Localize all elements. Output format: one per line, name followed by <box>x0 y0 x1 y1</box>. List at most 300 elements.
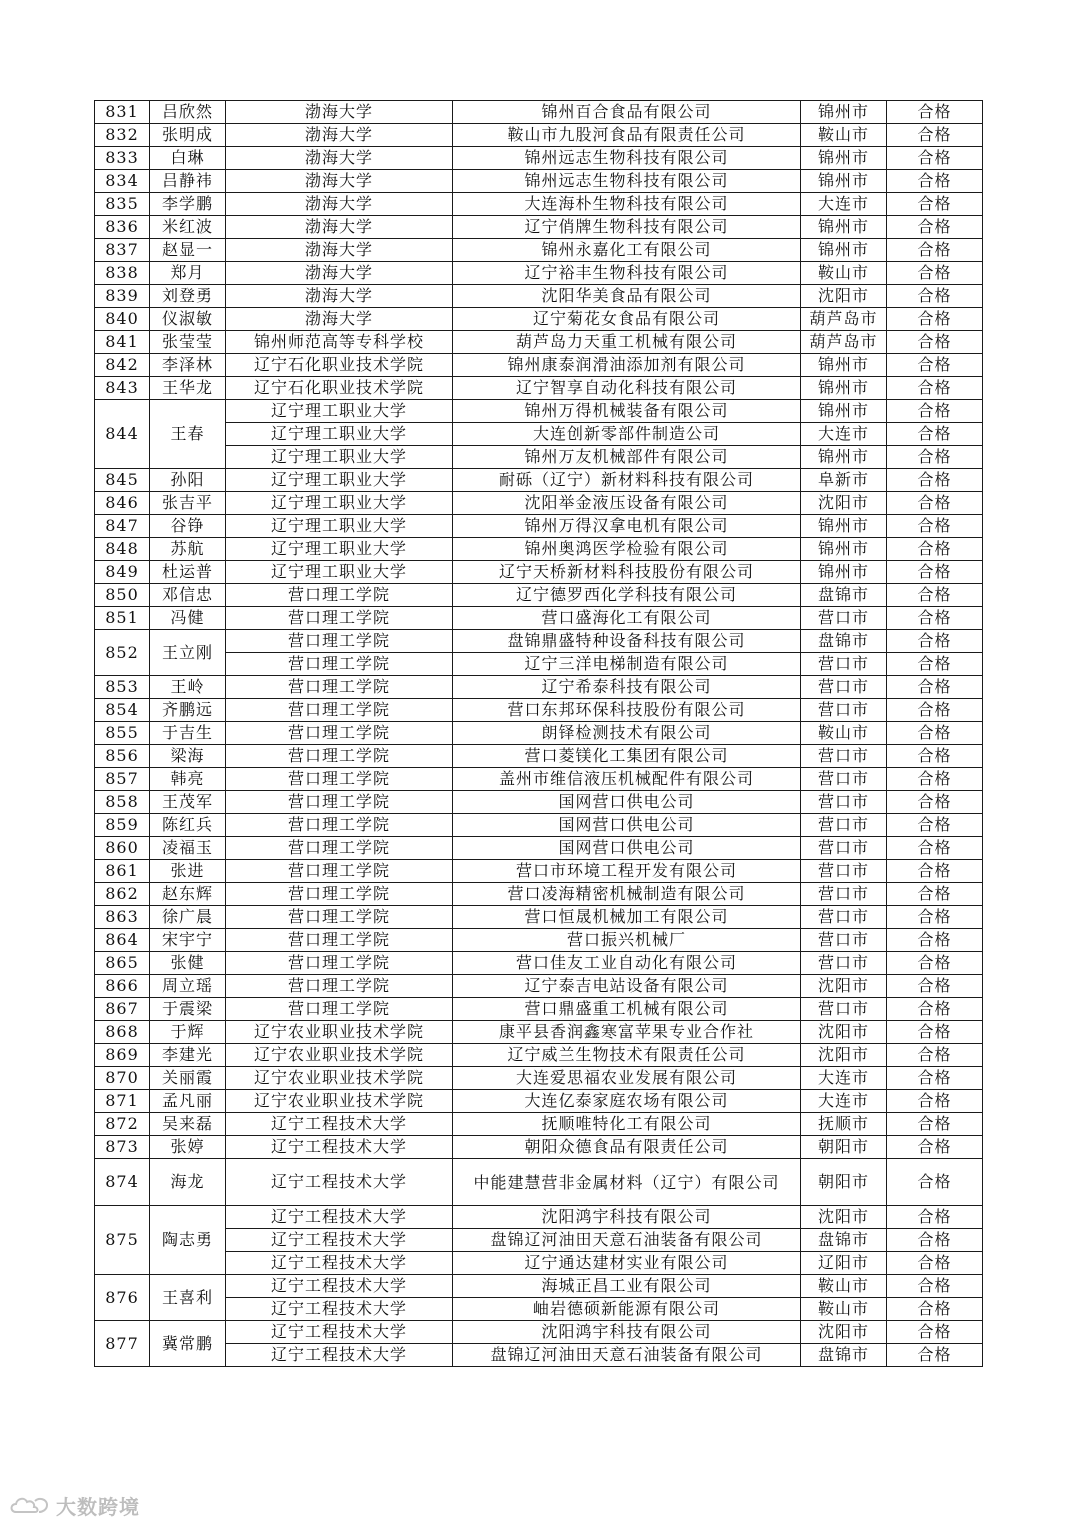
cell-number: 853 <box>95 676 150 699</box>
watermark-text: 大数跨境 <box>56 1494 140 1519</box>
table-row <box>95 837 983 860</box>
cell-number: 863 <box>95 906 150 929</box>
cell-company: 大连亿泰家庭农场有限公司 <box>453 1090 801 1113</box>
cell-school: 营口理工学院 <box>226 584 453 607</box>
cell-number: 848 <box>95 538 150 561</box>
cell-name: 米红波 <box>150 216 226 239</box>
cell-name: 齐鹏远 <box>150 699 226 722</box>
cell-name: 刘登勇 <box>150 285 226 308</box>
cell-company: 沈阳鸿宇科技有限公司 <box>453 1206 801 1229</box>
cell-school: 营口理工学院 <box>226 860 453 883</box>
cell-city: 大连市 <box>801 423 887 446</box>
cell-number: 843 <box>95 377 150 400</box>
cell-city: 朝阳市 <box>801 1136 887 1159</box>
cell-result: 合格 <box>887 170 983 193</box>
cell-school: 辽宁工程技术大学 <box>226 1206 453 1229</box>
cell-city: 鞍山市 <box>801 124 887 147</box>
cell-company: 辽宁菊花女食品有限公司 <box>453 308 801 331</box>
cell-city: 营口市 <box>801 768 887 791</box>
table-row <box>95 423 983 446</box>
cell-company: 沈阳华美食品有限公司 <box>453 285 801 308</box>
cell-company: 大连创新零部件制造公司 <box>453 423 801 446</box>
cell-company: 盘锦鼎盛特种设备科技有限公司 <box>453 630 801 653</box>
cell-result: 合格 <box>887 1021 983 1044</box>
table-row <box>95 1275 983 1298</box>
table-row <box>95 929 983 952</box>
cell-number: 832 <box>95 124 150 147</box>
table-row <box>95 768 983 791</box>
cell-number: 840 <box>95 308 150 331</box>
cell-number: 851 <box>95 607 150 630</box>
cell-city: 锦州市 <box>801 446 887 469</box>
cell-name: 梁海 <box>150 745 226 768</box>
cell-city: 阜新市 <box>801 469 887 492</box>
cell-company: 大连海朴生物科技有限公司 <box>453 193 801 216</box>
cell-result: 合格 <box>887 1252 983 1275</box>
cell-number: 858 <box>95 791 150 814</box>
cell-school: 营口理工学院 <box>226 607 453 630</box>
cell-number: 850 <box>95 584 150 607</box>
cell-result: 合格 <box>887 492 983 515</box>
cell-company: 国网营口供电公司 <box>453 814 801 837</box>
cell-number: 842 <box>95 354 150 377</box>
cell-company: 营口凌海精密机械制造有限公司 <box>453 883 801 906</box>
cell-city: 锦州市 <box>801 377 887 400</box>
cell-company: 辽宁德罗西化学科技有限公司 <box>453 584 801 607</box>
cell-company: 锦州万友机械部件有限公司 <box>453 446 801 469</box>
cell-number: 869 <box>95 1044 150 1067</box>
cell-city: 葫芦岛市 <box>801 308 887 331</box>
cell-number: 834 <box>95 170 150 193</box>
cell-name: 于吉生 <box>150 722 226 745</box>
table-row <box>95 814 983 837</box>
cell-number: 876 <box>95 1275 150 1321</box>
cell-school: 营口理工学院 <box>226 814 453 837</box>
table-row <box>95 1252 983 1275</box>
cell-company: 锦州万得汉拿电机有限公司 <box>453 515 801 538</box>
cell-company: 康平县香润鑫寒富苹果专业合作社 <box>453 1021 801 1044</box>
cell-number: 857 <box>95 768 150 791</box>
cell-city: 锦州市 <box>801 239 887 262</box>
cell-school: 辽宁工程技术大学 <box>226 1298 453 1321</box>
cell-number: 855 <box>95 722 150 745</box>
cell-result: 合格 <box>887 331 983 354</box>
cloud-logo-icon <box>8 1493 50 1517</box>
cell-number: 871 <box>95 1090 150 1113</box>
cell-company: 国网营口供电公司 <box>453 791 801 814</box>
cell-school: 辽宁工程技术大学 <box>226 1344 453 1367</box>
cell-name: 赵显一 <box>150 239 226 262</box>
cell-result: 合格 <box>887 239 983 262</box>
table-row <box>95 331 983 354</box>
cell-result: 合格 <box>887 722 983 745</box>
cell-company: 海城正昌工业有限公司 <box>453 1275 801 1298</box>
cell-result: 合格 <box>887 193 983 216</box>
cell-company: 辽宁智享自动化科技有限公司 <box>453 377 801 400</box>
table-row <box>95 377 983 400</box>
table-row <box>95 147 983 170</box>
cell-number: 835 <box>95 193 150 216</box>
table-row <box>95 515 983 538</box>
cell-city: 鞍山市 <box>801 1275 887 1298</box>
cell-city: 营口市 <box>801 791 887 814</box>
cell-company: 盘锦辽河油田天意石油装备有限公司 <box>453 1229 801 1252</box>
cell-result: 合格 <box>887 860 983 883</box>
cell-company: 锦州百合食品有限公司 <box>453 101 801 124</box>
cell-city: 锦州市 <box>801 538 887 561</box>
table-row <box>95 1044 983 1067</box>
cell-company: 营口市环境工程开发有限公司 <box>453 860 801 883</box>
cell-school: 营口理工学院 <box>226 883 453 906</box>
cell-result: 合格 <box>887 538 983 561</box>
cell-company: 辽宁希泰科技有限公司 <box>453 676 801 699</box>
cell-company: 耐砾（辽宁）新材料科技有限公司 <box>453 469 801 492</box>
table-row <box>95 998 983 1021</box>
table-row <box>95 1090 983 1113</box>
cell-company: 辽宁通达建材实业有限公司 <box>453 1252 801 1275</box>
cell-number: 839 <box>95 285 150 308</box>
cell-number: 836 <box>95 216 150 239</box>
cell-city: 沈阳市 <box>801 1021 887 1044</box>
cell-number: 856 <box>95 745 150 768</box>
cell-result: 合格 <box>887 883 983 906</box>
cell-school: 营口理工学院 <box>226 676 453 699</box>
cell-number: 861 <box>95 860 150 883</box>
cell-school: 辽宁工程技术大学 <box>226 1229 453 1252</box>
cell-company: 营口振兴机械厂 <box>453 929 801 952</box>
cell-number: 849 <box>95 561 150 584</box>
cell-school: 辽宁工程技术大学 <box>226 1159 453 1206</box>
table-row <box>95 676 983 699</box>
cell-company: 葫芦岛力天重工机械有限公司 <box>453 331 801 354</box>
cell-result: 合格 <box>887 814 983 837</box>
cell-company: 辽宁威兰生物技术有限责任公司 <box>453 1044 801 1067</box>
cell-city: 营口市 <box>801 952 887 975</box>
table-row <box>95 883 983 906</box>
cell-company: 辽宁泰吉电站设备有限公司 <box>453 975 801 998</box>
table-row <box>95 469 983 492</box>
cell-result: 合格 <box>887 630 983 653</box>
table-row <box>95 124 983 147</box>
cell-number: 866 <box>95 975 150 998</box>
cell-school: 渤海大学 <box>226 308 453 331</box>
table-row <box>95 975 983 998</box>
cell-city: 锦州市 <box>801 101 887 124</box>
cell-result: 合格 <box>887 1136 983 1159</box>
cell-result: 合格 <box>887 952 983 975</box>
cell-company: 大连爱思福农业发展有限公司 <box>453 1067 801 1090</box>
cell-company: 辽宁三洋电梯制造有限公司 <box>453 653 801 676</box>
cell-company: 锦州远志生物科技有限公司 <box>453 147 801 170</box>
cell-name: 陈红兵 <box>150 814 226 837</box>
cell-company: 营口菱镁化工集团有限公司 <box>453 745 801 768</box>
cell-city: 盘锦市 <box>801 1344 887 1367</box>
cell-name: 张健 <box>150 952 226 975</box>
cell-name: 陶志勇 <box>150 1206 226 1275</box>
cell-school: 辽宁工程技术大学 <box>226 1113 453 1136</box>
table-row <box>95 1298 983 1321</box>
cell-result: 合格 <box>887 1298 983 1321</box>
cell-name: 张吉平 <box>150 492 226 515</box>
cell-company: 辽宁裕丰生物科技有限公司 <box>453 262 801 285</box>
cell-result: 合格 <box>887 837 983 860</box>
watermark <box>8 1492 140 1518</box>
cell-name: 张莹莹 <box>150 331 226 354</box>
cell-name: 杜运普 <box>150 561 226 584</box>
table-row <box>95 584 983 607</box>
cell-city: 盘锦市 <box>801 1229 887 1252</box>
cell-school: 营口理工学院 <box>226 929 453 952</box>
cell-city: 沈阳市 <box>801 285 887 308</box>
cell-result: 合格 <box>887 262 983 285</box>
cell-result: 合格 <box>887 1275 983 1298</box>
cell-company: 盖州市维信液压机械配件有限公司 <box>453 768 801 791</box>
cell-result: 合格 <box>887 998 983 1021</box>
table-row <box>95 101 983 124</box>
cell-school: 辽宁工程技术大学 <box>226 1275 453 1298</box>
cell-company: 锦州奥鸿医学检验有限公司 <box>453 538 801 561</box>
table-row <box>95 354 983 377</box>
cell-name: 冀常鹏 <box>150 1321 226 1367</box>
cell-result: 合格 <box>887 975 983 998</box>
cell-school: 营口理工学院 <box>226 952 453 975</box>
cell-result: 合格 <box>887 561 983 584</box>
cell-school: 辽宁石化职业技术学院 <box>226 377 453 400</box>
cell-result: 合格 <box>887 929 983 952</box>
table-body <box>95 101 983 1367</box>
cell-city: 营口市 <box>801 929 887 952</box>
cell-city: 盘锦市 <box>801 630 887 653</box>
cell-school: 辽宁工程技术大学 <box>226 1321 453 1344</box>
cell-number: 872 <box>95 1113 150 1136</box>
cell-name: 仪淑敏 <box>150 308 226 331</box>
table-row <box>95 607 983 630</box>
cell-school: 辽宁理工职业大学 <box>226 446 453 469</box>
table-row <box>95 561 983 584</box>
cell-name: 于震梁 <box>150 998 226 1021</box>
cell-result: 合格 <box>887 745 983 768</box>
cell-result: 合格 <box>887 676 983 699</box>
table-row <box>95 906 983 929</box>
cell-school: 辽宁理工职业大学 <box>226 538 453 561</box>
cell-name: 海龙 <box>150 1159 226 1206</box>
cell-company: 锦州永嘉化工有限公司 <box>453 239 801 262</box>
cell-name: 吕欣然 <box>150 101 226 124</box>
cell-name: 王立刚 <box>150 630 226 676</box>
cell-name: 王华龙 <box>150 377 226 400</box>
qualification-table <box>94 100 983 1367</box>
cell-number: 859 <box>95 814 150 837</box>
cell-name: 孙阳 <box>150 469 226 492</box>
cell-number: 867 <box>95 998 150 1021</box>
cell-city: 锦州市 <box>801 354 887 377</box>
cell-number: 862 <box>95 883 150 906</box>
cell-number: 838 <box>95 262 150 285</box>
cell-result: 合格 <box>887 1206 983 1229</box>
cell-result: 合格 <box>887 653 983 676</box>
cell-name: 李建光 <box>150 1044 226 1067</box>
cell-name: 韩亮 <box>150 768 226 791</box>
cell-name: 孟凡丽 <box>150 1090 226 1113</box>
cell-number: 864 <box>95 929 150 952</box>
cell-company: 中能建慧营非金属材料（辽宁）有限公司 <box>453 1159 801 1206</box>
cell-city: 大连市 <box>801 1090 887 1113</box>
cell-city: 锦州市 <box>801 515 887 538</box>
cell-number: 831 <box>95 101 150 124</box>
cell-result: 合格 <box>887 285 983 308</box>
cell-city: 锦州市 <box>801 561 887 584</box>
cell-number: 860 <box>95 837 150 860</box>
cell-company: 沈阳举金液压设备有限公司 <box>453 492 801 515</box>
cell-city: 营口市 <box>801 745 887 768</box>
cell-name: 张婷 <box>150 1136 226 1159</box>
cell-company: 沈阳鸿宇科技有限公司 <box>453 1321 801 1344</box>
cell-company: 营口恒晟机械加工有限公司 <box>453 906 801 929</box>
cell-city: 锦州市 <box>801 147 887 170</box>
cell-city: 大连市 <box>801 1067 887 1090</box>
cell-school: 营口理工学院 <box>226 906 453 929</box>
cell-city: 锦州市 <box>801 216 887 239</box>
cell-result: 合格 <box>887 147 983 170</box>
cell-result: 合格 <box>887 354 983 377</box>
cell-company: 辽宁天桥新材料科技股份有限公司 <box>453 561 801 584</box>
table-row <box>95 630 983 653</box>
cell-school: 营口理工学院 <box>226 791 453 814</box>
cell-school: 辽宁理工职业大学 <box>226 492 453 515</box>
cell-city: 大连市 <box>801 193 887 216</box>
cell-school: 辽宁工程技术大学 <box>226 1136 453 1159</box>
cell-name: 吴来磊 <box>150 1113 226 1136</box>
cell-school: 辽宁工程技术大学 <box>226 1252 453 1275</box>
cell-result: 合格 <box>887 1321 983 1344</box>
cell-school: 渤海大学 <box>226 239 453 262</box>
cell-city: 葫芦岛市 <box>801 331 887 354</box>
cell-school: 辽宁农业职业技术学院 <box>226 1021 453 1044</box>
cell-company: 营口盛海化工有限公司 <box>453 607 801 630</box>
cell-result: 合格 <box>887 699 983 722</box>
cell-number: 833 <box>95 147 150 170</box>
table-row <box>95 538 983 561</box>
cell-city: 营口市 <box>801 653 887 676</box>
cell-company: 盘锦辽河油田天意石油装备有限公司 <box>453 1344 801 1367</box>
cell-city: 锦州市 <box>801 400 887 423</box>
cell-name: 邓信忠 <box>150 584 226 607</box>
cell-name: 张进 <box>150 860 226 883</box>
cell-company: 国网营口供电公司 <box>453 837 801 860</box>
cell-number: 875 <box>95 1206 150 1275</box>
table-row <box>95 216 983 239</box>
cell-number: 865 <box>95 952 150 975</box>
cell-number: 852 <box>95 630 150 676</box>
cell-result: 合格 <box>887 101 983 124</box>
cell-city: 盘锦市 <box>801 584 887 607</box>
table-row <box>95 1206 983 1229</box>
cell-company: 朝阳众德食品有限责任公司 <box>453 1136 801 1159</box>
cell-city: 抚顺市 <box>801 1113 887 1136</box>
cell-company: 抚顺唯特化工有限公司 <box>453 1113 801 1136</box>
cell-city: 营口市 <box>801 837 887 860</box>
cell-city: 锦州市 <box>801 170 887 193</box>
cell-city: 朝阳市 <box>801 1159 887 1206</box>
cell-result: 合格 <box>887 400 983 423</box>
cell-city: 沈阳市 <box>801 1206 887 1229</box>
cell-result: 合格 <box>887 1229 983 1252</box>
cell-city: 沈阳市 <box>801 1321 887 1344</box>
cell-name: 李学鹏 <box>150 193 226 216</box>
table-row <box>95 1136 983 1159</box>
cell-number: 846 <box>95 492 150 515</box>
cell-result: 合格 <box>887 791 983 814</box>
cell-result: 合格 <box>887 515 983 538</box>
cell-number: 874 <box>95 1159 150 1206</box>
cell-school: 辽宁理工职业大学 <box>226 561 453 584</box>
table-row <box>95 262 983 285</box>
cell-city: 沈阳市 <box>801 975 887 998</box>
cell-name: 赵东辉 <box>150 883 226 906</box>
cell-school: 辽宁农业职业技术学院 <box>226 1067 453 1090</box>
cell-city: 营口市 <box>801 607 887 630</box>
cell-result: 合格 <box>887 1113 983 1136</box>
table-row <box>95 170 983 193</box>
cell-city: 沈阳市 <box>801 1044 887 1067</box>
cell-school: 营口理工学院 <box>226 998 453 1021</box>
cell-result: 合格 <box>887 1344 983 1367</box>
cell-result: 合格 <box>887 1044 983 1067</box>
table-row <box>95 1159 983 1206</box>
cell-city: 营口市 <box>801 676 887 699</box>
table-row <box>95 860 983 883</box>
cell-name: 郑月 <box>150 262 226 285</box>
cell-result: 合格 <box>887 446 983 469</box>
cell-result: 合格 <box>887 124 983 147</box>
cell-city: 营口市 <box>801 699 887 722</box>
cell-name: 关丽霞 <box>150 1067 226 1090</box>
cell-result: 合格 <box>887 1090 983 1113</box>
cell-number: 877 <box>95 1321 150 1367</box>
cell-city: 营口市 <box>801 998 887 1021</box>
cell-number: 854 <box>95 699 150 722</box>
table-row <box>95 1067 983 1090</box>
cell-city: 鞍山市 <box>801 1298 887 1321</box>
cell-school: 营口理工学院 <box>226 699 453 722</box>
cell-school: 辽宁理工职业大学 <box>226 515 453 538</box>
cell-city: 鞍山市 <box>801 262 887 285</box>
table-row <box>95 193 983 216</box>
cell-name: 王茂军 <box>150 791 226 814</box>
cell-number: 868 <box>95 1021 150 1044</box>
cell-name: 吕静祎 <box>150 170 226 193</box>
cell-name: 徐广晨 <box>150 906 226 929</box>
cell-name: 张明成 <box>150 124 226 147</box>
cell-number: 844 <box>95 400 150 469</box>
cell-name: 凌福玉 <box>150 837 226 860</box>
cell-city: 鞍山市 <box>801 722 887 745</box>
table-row <box>95 492 983 515</box>
cell-name: 于辉 <box>150 1021 226 1044</box>
cell-result: 合格 <box>887 584 983 607</box>
table-row <box>95 1344 983 1367</box>
table-row <box>95 699 983 722</box>
cell-school: 辽宁理工职业大学 <box>226 400 453 423</box>
cell-school: 渤海大学 <box>226 101 453 124</box>
cell-result: 合格 <box>887 1067 983 1090</box>
cell-name: 谷铮 <box>150 515 226 538</box>
cell-number: 837 <box>95 239 150 262</box>
cell-company: 锦州远志生物科技有限公司 <box>453 170 801 193</box>
cell-name: 白琳 <box>150 147 226 170</box>
cell-city: 营口市 <box>801 883 887 906</box>
cell-company: 锦州万得机械装备有限公司 <box>453 400 801 423</box>
